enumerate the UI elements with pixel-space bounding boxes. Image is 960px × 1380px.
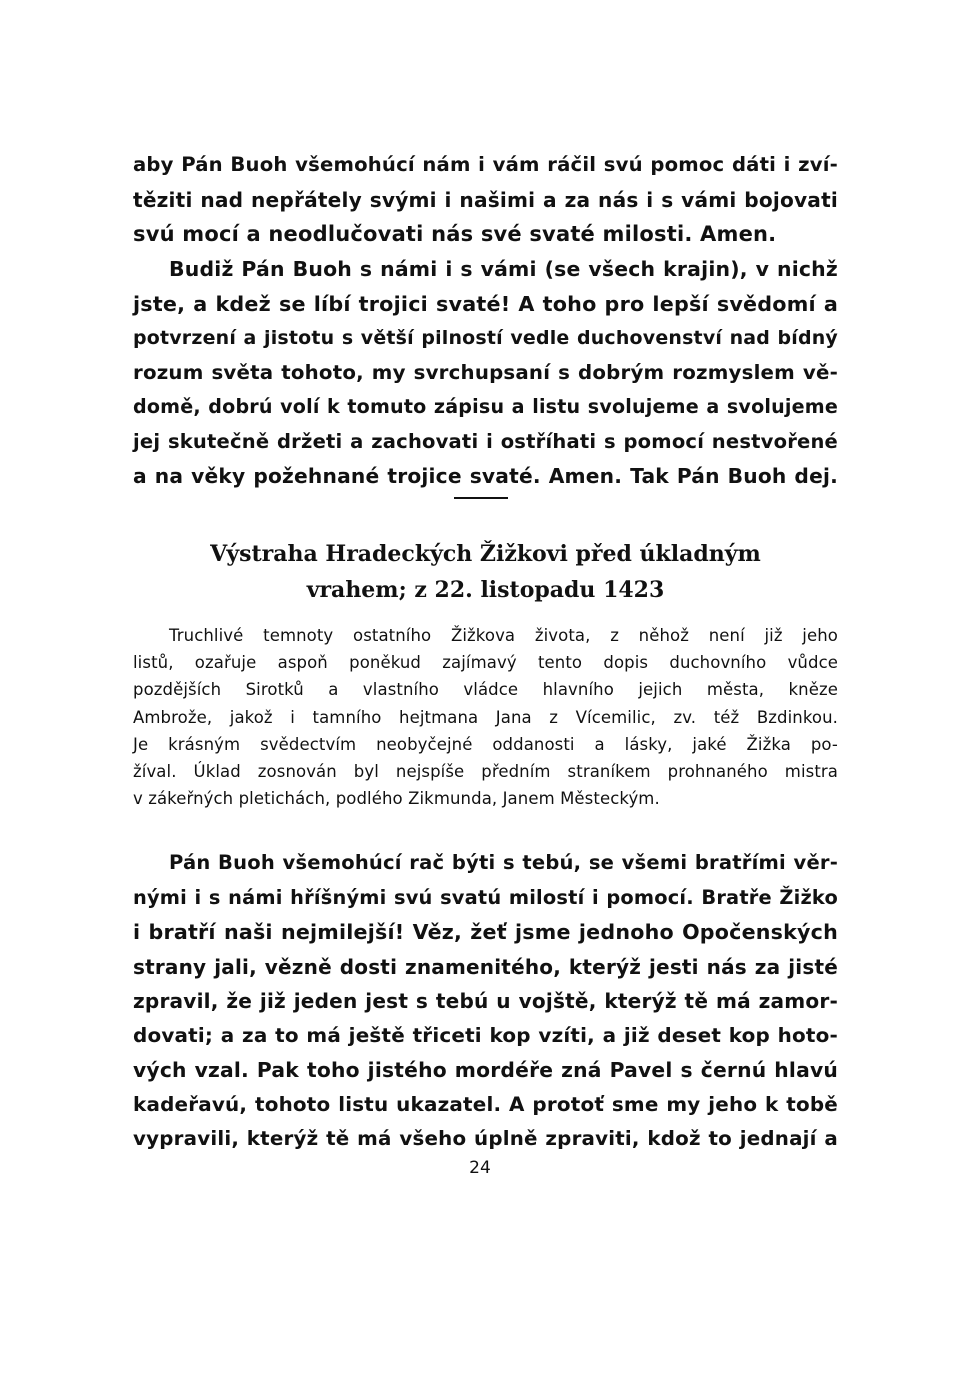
note-line: v zákeřných pletichách, podlého Zikmunda, Janem Městeckým. [133,789,660,809]
second-paragraph [133,252,838,494]
text-line: potvrzení a jistotu s větší pilností vedle duchovenství nad bídný [133,327,838,349]
note-line: Ambrože, jakož i tamního hejtmana Jana z Vícemilic, zv. též Bzdinkou. [133,707,838,727]
letter-text [133,846,838,1157]
text-line: aby Pán Buoh všemohúcí nám i vám ráčil svú pomoc dáti i zví- [133,153,838,176]
page-number: 24 [469,1158,491,1178]
heading-line: vrahem; z 22. listopadu 1423 [306,577,665,603]
note-line: Truchlivé temnoty ostatního Žižkova života, z něhož není již jeho [169,626,838,645]
note-line: listů, ozařuje aspoň poněkud zajímavý tento dopis duchovního vůdce [133,653,838,673]
text-line: jste, a kdež se líbí trojici svaté! A toho pro lepší svědomí a [133,291,838,316]
heading-line: Výstraha Hradeckých Žižkovi před úkladným [210,541,761,567]
text-line: i bratří naši nejmilejší! Věz, žeť jsme jednoho Opočenských [133,920,838,944]
text-line: kadeřavú, tohoto listu ukazatel. A protoť sme my jeho k tobě [133,1092,838,1116]
text-line: Budiž Pán Buoh s námi i s vámi (se všech krajin), v nichž [169,257,838,281]
text-line: těziti nad nepřátely svými i našimi a za nás i s vámi bojovati [133,187,838,212]
section-heading [133,536,838,608]
editorial-note [133,622,838,812]
note-line: pozdějších Sirotků a vlastního vládce hlavního jejich města, kněze [133,680,838,700]
text-line: svú mocí a neodlučovati nás své svaté milosti. Amen. [133,222,777,246]
text-line: a na věky požehnané trojice svaté. Amen. Tak Pán Buoh dej. [133,464,838,488]
section-divider [454,497,508,499]
note-line: žíval. Úklad zosnován byl nejspíše předním straníkem prohnaného mistra [133,762,838,782]
text-line: vypravili, kterýž tě má všeho úplně zpraviti, kdož to jednají a [133,1127,838,1150]
text-line: zpravil, že již jeden jest s tebú u vojště, kterýž tě má zamor- [133,989,838,1013]
text-line: Pán Buoh všemohúcí rač býti s tebú, se všemi bratřími věr- [169,851,838,874]
text-line: rozum světa tohoto, my svrchupsaní s dobrým rozmyslem vě- [133,360,838,384]
text-line: nými i s námi hříšnými svú svatú milostí i pomocí. Bratře Žižko [133,885,838,909]
text-line: vých vzal. Pak toho jistého mordéře zná Pavel s černú hlavú [133,1058,838,1082]
intro-paragraph [133,148,838,252]
text-line: strany jali, vězně dosti znamenitého, kterýž jesti nás za jisté [133,954,838,979]
text-line: jej skutečně držeti a zachovati i ostříhati s pomocí nestvořené [133,429,838,453]
text-line: dovati; a za to má ještě třiceti kop vzíti, a již deset kop hoto- [133,1023,838,1047]
note-line: Je krásným svědectvím neobyčejné oddanosti a lásky, jaké Žižka po- [133,734,838,754]
text-line: domě, dobrú volí k tomuto zápisu a listu svolujeme a svolujeme [133,396,838,418]
